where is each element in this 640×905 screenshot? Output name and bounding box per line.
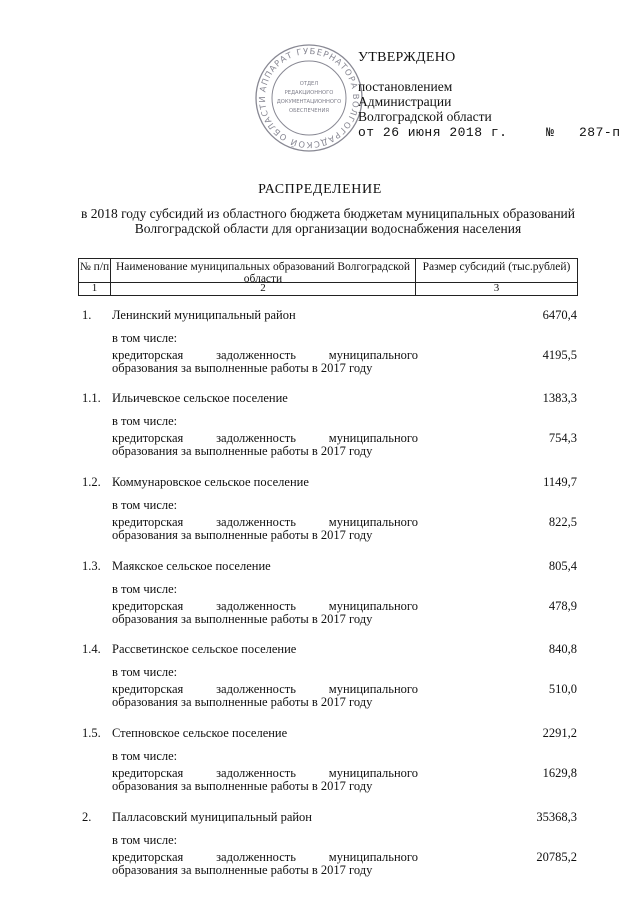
table-header <box>78 258 578 296</box>
row-number: 1.5. <box>82 726 101 740</box>
stamp-inner-line: ОБЕСПЕЧЕНИЯ <box>289 108 329 114</box>
row-debt-value: 754,3 <box>548 431 577 445</box>
row-debt-label: кредиторская задолженность муниципального образования за выполненные работы в 2017 году <box>112 682 418 709</box>
document-subtitle: в 2018 году субсидий из областного бюджета бюджетам муниципальных образований Волгоградской области для организации водоснабжения населения <box>80 206 575 236</box>
approval-line: Волгоградской области <box>358 109 492 124</box>
header-label: Наименование муниципальных образований Волгоградской области <box>115 261 411 285</box>
row-value: 6470,4 <box>542 308 577 322</box>
row-debt-label: кредиторская задолженность муниципального образования за выполненные работы в 2017 году <box>112 348 418 375</box>
row-number: 1. <box>82 308 92 322</box>
document-title: РАСПРЕДЕЛЕНИЕ <box>258 182 382 197</box>
stamp-inner-line: ОТДЕЛ <box>299 81 319 87</box>
decree-date: от 26 июня 2018 г. <box>358 125 508 140</box>
row-debt-label: кредиторская задолженность муниципального образования за выполненные работы в 2017 году <box>112 599 418 626</box>
row-debt-label: кредиторская задолженность муниципального образования за выполненные работы в 2017 году <box>112 431 418 458</box>
stamp-inner-line: ДОКУМЕНТАЦИОННОГО <box>276 99 342 105</box>
row-name: Степновское сельское поселение <box>112 726 288 740</box>
row-value: 2291,2 <box>542 726 577 740</box>
decree-line <box>358 125 621 140</box>
row-debt-label: кредиторская задолженность муниципального образования за выполненные работы в 2017 году <box>112 850 418 877</box>
header-cell-number <box>79 259 111 295</box>
row-name: Ильичевское сельское поселение <box>112 391 288 405</box>
row-number: 1.4. <box>82 642 101 656</box>
decree-number-sign: № <box>546 125 555 140</box>
row-number: 1.1. <box>82 391 101 405</box>
row-sub-label: в том числе: <box>112 665 178 679</box>
approval-block <box>358 50 492 124</box>
row-value: 1149,7 <box>543 475 577 489</box>
svg-text:АППАРАТ ГУБЕРНАТОРА ВОЛГОГРАДС <box>257 46 361 150</box>
row-name: Ленинский муниципальный район <box>112 308 296 322</box>
row-sub-label: в том числе: <box>112 331 178 345</box>
row-debt-label: кредиторская задолженность муниципального образования за выполненные работы в 2017 году <box>112 766 418 793</box>
row-name: Маякское сельское поселение <box>112 559 271 573</box>
row-sub-label: в том числе: <box>112 498 178 512</box>
row-number: 1.2. <box>82 475 101 489</box>
header-cell-name <box>111 259 416 295</box>
row-number: 2. <box>82 810 92 824</box>
row-name: Палласовский муниципальный район <box>112 810 312 824</box>
row-sub-label: в том числе: <box>112 414 178 428</box>
stamp-inner-line: РЕДАКЦИОННОГО <box>284 90 334 96</box>
decree-number: 287-п <box>579 125 621 140</box>
row-name: Рассветинское сельское поселение <box>112 642 297 656</box>
header-cell-amount <box>416 259 577 295</box>
row-debt-value: 822,5 <box>548 515 577 529</box>
row-sub-label: в том числе: <box>112 749 178 763</box>
row-value: 805,4 <box>548 559 577 573</box>
approval-line: постановлением <box>358 79 453 94</box>
row-debt-value: 4195,5 <box>542 348 577 362</box>
stamp-ring-text: АППАРАТ ГУБЕРНАТОРА ВОЛГОГРАДСКОЙ ОБЛАСТИ <box>256 45 362 151</box>
row-sub-label: в том числе: <box>112 582 178 596</box>
row-sub-label: в том числе: <box>112 833 178 847</box>
row-value: 840,8 <box>548 642 577 656</box>
row-name: Коммунаровское сельское поселение <box>112 475 309 489</box>
official-stamp <box>253 42 365 154</box>
stamp-seal-icon <box>253 42 365 154</box>
approval-line: Администрации <box>358 94 452 109</box>
column-number: 2 <box>111 282 415 295</box>
row-debt-value: 20785,2 <box>536 850 577 864</box>
header-label: Размер субсидий (тыс.рублей) <box>422 261 571 273</box>
approved-label: УТВЕРЖДЕНО <box>358 50 456 65</box>
row-debt-value: 1629,8 <box>542 766 577 780</box>
header-label: № п/п <box>79 261 110 273</box>
row-number: 1.3. <box>82 559 101 573</box>
row-debt-value: 510,0 <box>548 682 577 696</box>
column-number: 1 <box>79 282 110 295</box>
column-number: 3 <box>416 282 577 295</box>
row-value: 1383,3 <box>542 391 577 405</box>
row-debt-value: 478,9 <box>548 599 577 613</box>
row-debt-label: кредиторская задолженность муниципального образования за выполненные работы в 2017 году <box>112 515 418 542</box>
row-value: 35368,3 <box>536 810 577 824</box>
